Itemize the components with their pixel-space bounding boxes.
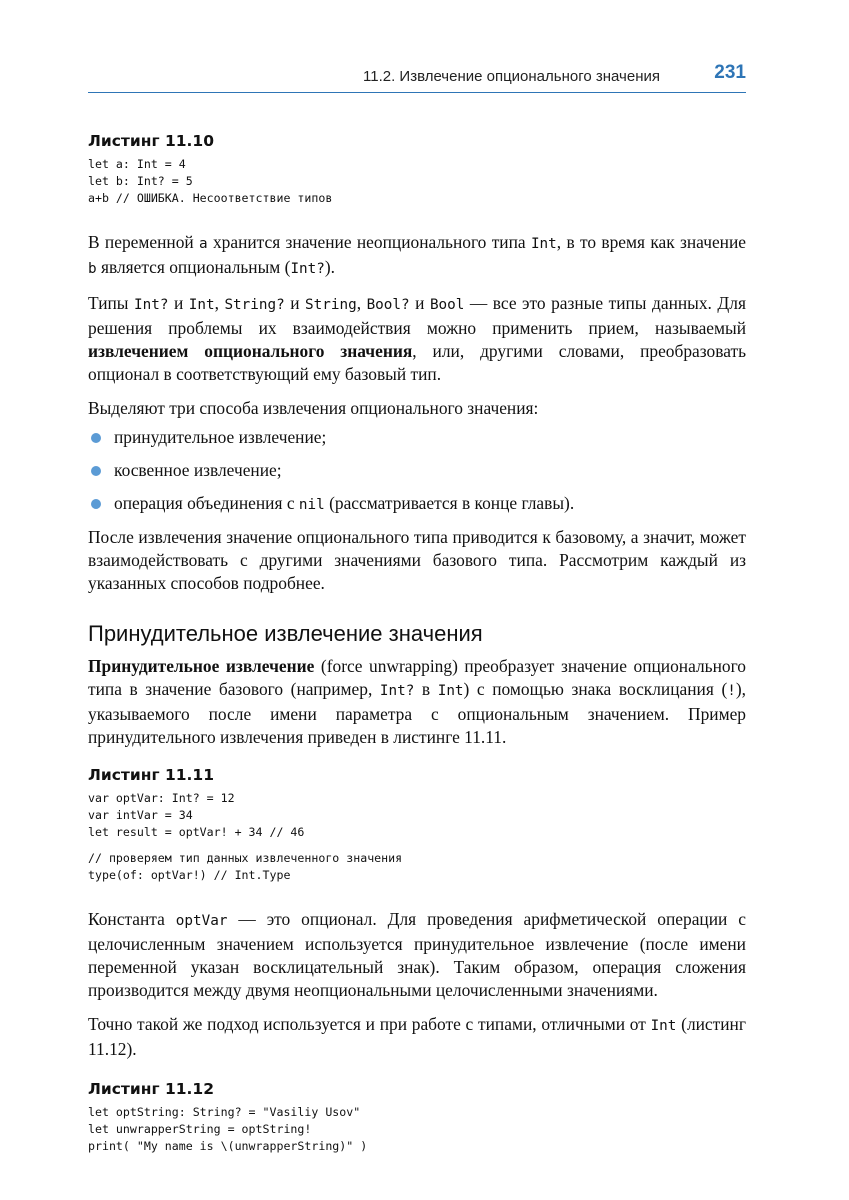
listing-11-11 — [88, 766, 746, 884]
inline-code: Int? — [379, 683, 415, 699]
inline-code: Int — [650, 1018, 677, 1034]
page-content — [88, 132, 746, 1155]
listing-11-12 — [88, 1080, 746, 1155]
inline-code: ! — [727, 683, 736, 699]
list-item: операция объединения с nil (рассматривается в конце главы). — [88, 492, 746, 517]
inline-code: Int? — [134, 297, 169, 313]
inline-code: Int? — [290, 261, 325, 277]
listing-title: Листинг 11.10 — [88, 132, 214, 150]
listing-title: Листинг 11.11 — [88, 766, 214, 784]
code-line: var intVar = 34 — [88, 808, 193, 822]
paragraph: Принудительное извлечение (force unwrapping) преобразует значение опционального типа в значение базового (например, Int? в Int) с помощью знака восклицания (!), указываемого после имени параметра с опциональным значением. Пример принудительного извлечения приведен в листинге 11.11. — [88, 656, 746, 747]
code-line: type(of: optVar!) // Int.Type — [88, 868, 291, 882]
list-item: косвенное извлечение; — [88, 459, 746, 482]
code-line: var optVar: Int? = 12 — [88, 791, 235, 805]
code-line: let b: Int? = 5 — [88, 174, 193, 188]
code-line: print( "My name is \(unwrapperString)" ) — [88, 1139, 368, 1153]
running-title: 11.2. Извлечение опционального значения — [363, 68, 660, 85]
bullet-dot-icon — [91, 433, 101, 443]
paragraph: После извлечения значение опционального типа приводится к базовому, а значит, может взаимодействовать с другими значениями базового типа. Рассмотрим каждый из указанных способов подробнее. — [88, 527, 746, 593]
code-line: // проверяем тип данных извлеченного значения — [88, 851, 403, 865]
list-item: принудительное извлечение; — [88, 426, 746, 449]
inline-code: String? — [224, 297, 285, 313]
code-line: a+b // ОШИБКА. Несоответствие типов — [88, 191, 333, 205]
inline-code: Int — [188, 297, 215, 313]
paragraph: Константа optVar — это опционал. Для проведения арифметической операции с целочисленным значением используется принудительное извлечение (после имени переменной указан восклицательный знак). Таким образом, операция сложения производится между двумя неопциональными целочисленными значениями. — [88, 909, 747, 1000]
inline-code: b — [88, 261, 97, 277]
inline-code: Bool? — [366, 297, 410, 313]
running-header — [88, 62, 746, 93]
inline-code: Int — [530, 236, 557, 252]
section-heading: Принудительное извлечение значения — [88, 621, 483, 646]
inline-code: nil — [298, 497, 325, 513]
paragraph: Точно такой же подход используется и при работе с типами, отличными от Int (листинг 11.12). — [88, 1014, 746, 1059]
inline-code: a — [199, 236, 208, 252]
code-line: let result = optVar! + 34 // 46 — [88, 825, 305, 839]
code-line: let unwrapperString = optString! — [88, 1122, 312, 1136]
inline-code: Int — [437, 683, 464, 699]
bullet-list — [88, 426, 746, 517]
code-line: let a: Int = 4 — [88, 157, 186, 171]
listing-11-10 — [88, 132, 746, 207]
paragraph: Типы Int? и Int, String? и String, Bool? и Bool — все это разные типы данных. Для решения проблемы их взаимодействия можно применить прием, называемый извлечением опционального значения, или, другими словами, преобразовать опционал в соответствующий ему базовый тип. — [88, 293, 747, 384]
inline-code: Bool — [429, 297, 465, 313]
code-line: let optString: String? = "Vasiliy Usov" — [88, 1105, 361, 1119]
paragraph: Выделяют три способа извлечения опционального значения: — [88, 398, 539, 418]
inline-code: optVar — [175, 913, 228, 929]
bold-term: Принудительное извлечение — [88, 656, 315, 676]
listing-title: Листинг 11.12 — [88, 1080, 214, 1098]
bold-term: извлечением опционального значения — [88, 341, 413, 361]
page-number: 231 — [714, 62, 746, 83]
paragraph: В переменной a хранится значение неопционального типа Int, в то время как значение b является опциональным (Int?). — [88, 232, 746, 277]
bullet-dot-icon — [91, 499, 101, 509]
inline-code: String — [305, 297, 357, 313]
bullet-dot-icon — [91, 466, 101, 476]
